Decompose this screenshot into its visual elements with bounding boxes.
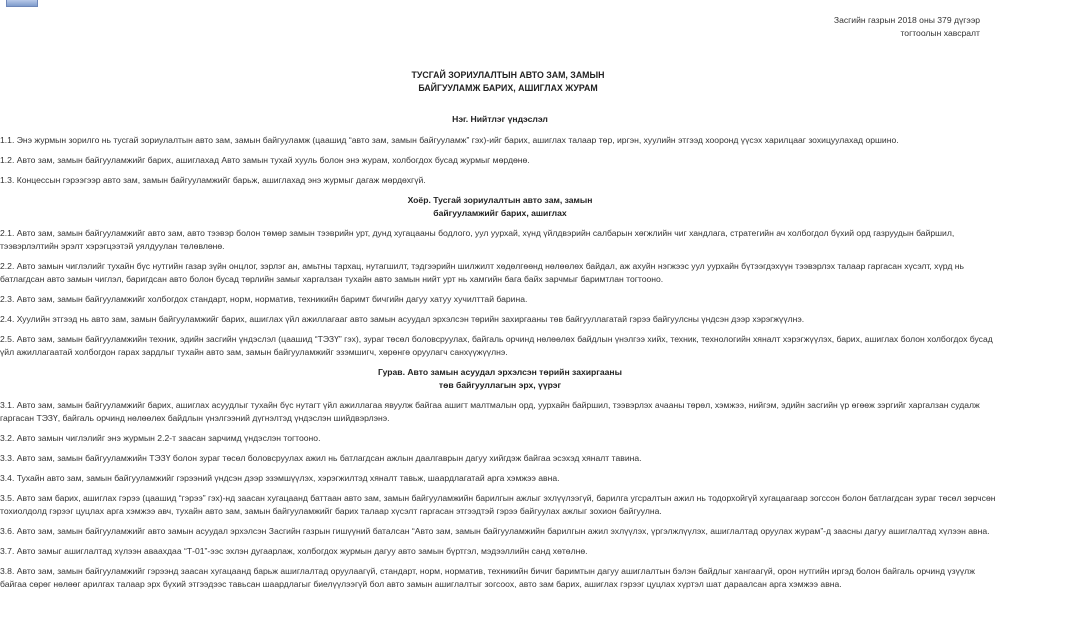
toolbar-window-icon (6, 0, 38, 7)
approval-line-2: тогтоолын хавсралт (900, 28, 980, 38)
clause-2-3: 2.3. Авто зам, замын байгууламжийг холбогдох стандарт, норм, норматив, техникийн баримт бичгийн дагуу хатуу хучилттай барина. (0, 294, 528, 304)
clause-3-2: 3.2. Авто замын чиглэлийг энэ журмын 2.2-т заасан зарчимд үндэслэн тогтооно. (0, 433, 321, 443)
clause-2-1: 2.1. Авто зам, замын байгууламжийг авто зам, авто тээвэр болон төмөр замын тээврийн урт, дунд хугацааны бодлого, уул уурхай, хүнд үйлдвэрийн салбарын хөгжлийн чиг хандлага, стратегийн ач холбогдол бүхий орд газруудын байршил, тээвэрлэлтийн эрэлт хэрэгцээтэй уялдуулан төлөвлөнө. (0, 228, 955, 251)
clause-3-5: 3.5. Авто зам барих, ашиглах гэрээ (цаашид “гэрээ” гэх)-нд заасан хугацаанд баттаан авто зам, замын байгууламжийн барилгын ажлыг эхлүүлээгүй, барилга угсралтын ажил нь тодорхойгүй хугацаагаар зогссон болон батлагдсан зураг төсөл зөрчсөн тохиолдолд гэрээг цуцлах арга хэмжээ авч, тухайн авто зам, замын байгууламжийг барих талаар хүсэлт гаргасан этгээдтэй гэрээ байгуулах ажлыг зохион байгуулна. (0, 493, 996, 516)
document-body (0, 113, 1000, 598)
clause-2-2: 2.2. Авто замын чиглэлийг тухайн бүс нутгийн газар зүйн онцлог, зэрлэг ан, амьтны тархац, нутагшилт, тэдгээрийн шилжилт хөдөлгөөнд нөлөөлөх байдал, аж ахуйн нэгжээс уул уурхайн бүтээгдэхүүн тээвэрлэх талаар гаргасан хүсэлт, хүрд нь батлагдсан авто замын чиглэл, баригдсан авто болон бусад төрлийн замыг харгалзан тухайн авто замын нийт урт нь хамгийн бага байх зарчмыг баримтлан тогтооно. (0, 261, 964, 284)
approval-line-1: Засгийн газрын 2018 оны 379 дүгээр (833, 15, 980, 25)
section-3-heading-line-1: Гурав. Авто замын асуудал эрхэлсэн төрийн захиргааны (378, 367, 622, 377)
document-title-line-1: ТУСГАЙ ЗОРИУЛАЛТЫН АВТО ЗАМ, ЗАМЫН (411, 70, 605, 80)
clause-1-1: 1.1. Энэ журмын зорилго нь тусгай зориулалтын авто зам, замын байгууламж (цаашид “авто зам, замын байгууламж” гэх)-ийг барих, ашиглах талаар төр, иргэн, хуулийн этгээд хооронд үүсэх харилцааг зохицуулахад оршино. (0, 135, 899, 145)
document-title (290, 69, 726, 95)
clause-3-4: 3.4. Тухайн авто зам, замын байгууламжийг гэрээний үндсэн дээр эзэмшүүлэх, хэрэгжилтэд хяналт тавьж, шаардлагатай арга хэмжээ авна. (0, 473, 560, 483)
clause-3-1: 3.1. Авто зам, замын байгууламжийг барих, ашиглах асуудлыг тухайн бүс нутагт үйл ажиллагаа явуулж байгаа ашигт малтмалын орд, уурхайн байршил, тээвэрлэх ачааны төрөл, хэмжээ, нийгэм, эдийн засгийн үр өгөөж зэргийг харгалзан судалж гаргасан ТЭЗҮ, байгаль орчинд нөлөөлөх байдлын үнэлгээний дүгнэлтэд үндэслэн шийдвэрлэнэ. (0, 400, 980, 423)
clause-3-6: 3.6. Авто зам, замын байгууламжийг авто замын асуудал эрхэлсэн Засгийн газрын гишүүний баталсан “Авто зам, замын байгууламжийн барилгын ажил эхлүүлэх, үргэлжлүүлэх, ашиглалтад оруулах журам”-д заасны дагуу ашиглалтад хүлээн авна. (0, 526, 990, 536)
section-3-heading-line-2: төв байгууллагын эрх, үүрэг (438, 380, 562, 390)
clause-2-4: 2.4. Хуулийн этгээд нь авто зам, замын байгууламжийг барих, ашиглах үйл ажиллагааг авто замын асуудал эрхэлсэн төрийн захиргааны төв байгууллагатай гэрээ байгуулсны үндсэн дээр хэрэгжүүлнэ. (0, 314, 805, 324)
document-title-line-2: БАЙГУУЛАМЖ БАРИХ, АШИГЛАХ ЖУРАМ (418, 83, 598, 93)
clause-3-7: 3.7. Авто замыг ашиглалтад хүлээн аваахдаа “Т-01”-ээс эхлэн дугаарлаж, холбогдох журмын дагуу авто замын бүртгэл, мэдээллийн санд хөтөлнө. (0, 546, 588, 556)
section-3-heading (0, 366, 1000, 392)
clause-1-3: 1.3. Концессын гэрээгээр авто зам, замын байгууламжийг барьж, ашиглахад энэ журмыг дагаж мөрдөхгүй. (0, 175, 426, 185)
section-2-heading (0, 194, 1000, 220)
clause-2-5: 2.5. Авто зам, замын байгууламжийн техник, эдийн засгийн үндэслэл (цаашид “ТЭЗҮ” гэх), зураг төсөл боловсруулах, байгаль орчинд нөлөөлөх байдлын үнэлгээ хийх, техник, технологийн хяналт хэрэгжүүлэх, барих, ашиглах болон холбогдох бусад үйл ажиллагаатай холбогдон гарах зардлыг тухайн авто зам, замын байгууламжийг эзэмшигч, хөрөнгө оруулагч санхүүжүүлнэ. (0, 334, 993, 357)
section-2-heading-line-2: байгууламжийг барих, ашиглах (433, 208, 567, 218)
approval-note (720, 14, 980, 40)
clause-3-3: 3.3. Авто зам, замын байгууламжийн ТЭЗҮ болон зураг төсөл боловсруулах ажил нь батлагдсан ажлын даалгаврын дагуу хийгдэж байгаа эсэхэд хяналт тавина. (0, 453, 642, 463)
section-2-heading-line-1: Хоёр. Тусгай зориулалтын авто зам, замын (407, 195, 593, 205)
section-1-heading: Нэг. Нийтлэг үндэслэл (452, 114, 548, 124)
clause-1-2: 1.2. Авто зам, замын байгууламжийг барих, ашиглахад Авто замын тухай хууль болон энэ журам, холбогдох бусад журмыг мөрдөнө. (0, 155, 530, 165)
clause-3-8: 3.8. Авто зам, замын байгууламжийг гэрээнд заасан хугацаанд барьж ашиглалтад оруулаагүй, стандарт, норм, норматив, техникийн бичиг баримтын дагуу ашиглалтын бэлэн байдлыг хангаагүй, орон нутгийн иргэд болон байгаль орчинд үзүүлж байгаа сөрөг нөлөөг арилгах талаар эрх бүхий этгээдээс тавьсан шаардлагыг биелүүлээгүй бол авто замын ашиглалтыг зогсоох, авто зам барих, ашиглах гэрээг цуцлах хүртэл шат дараалсан арга хэмжээ авна. (0, 566, 975, 589)
